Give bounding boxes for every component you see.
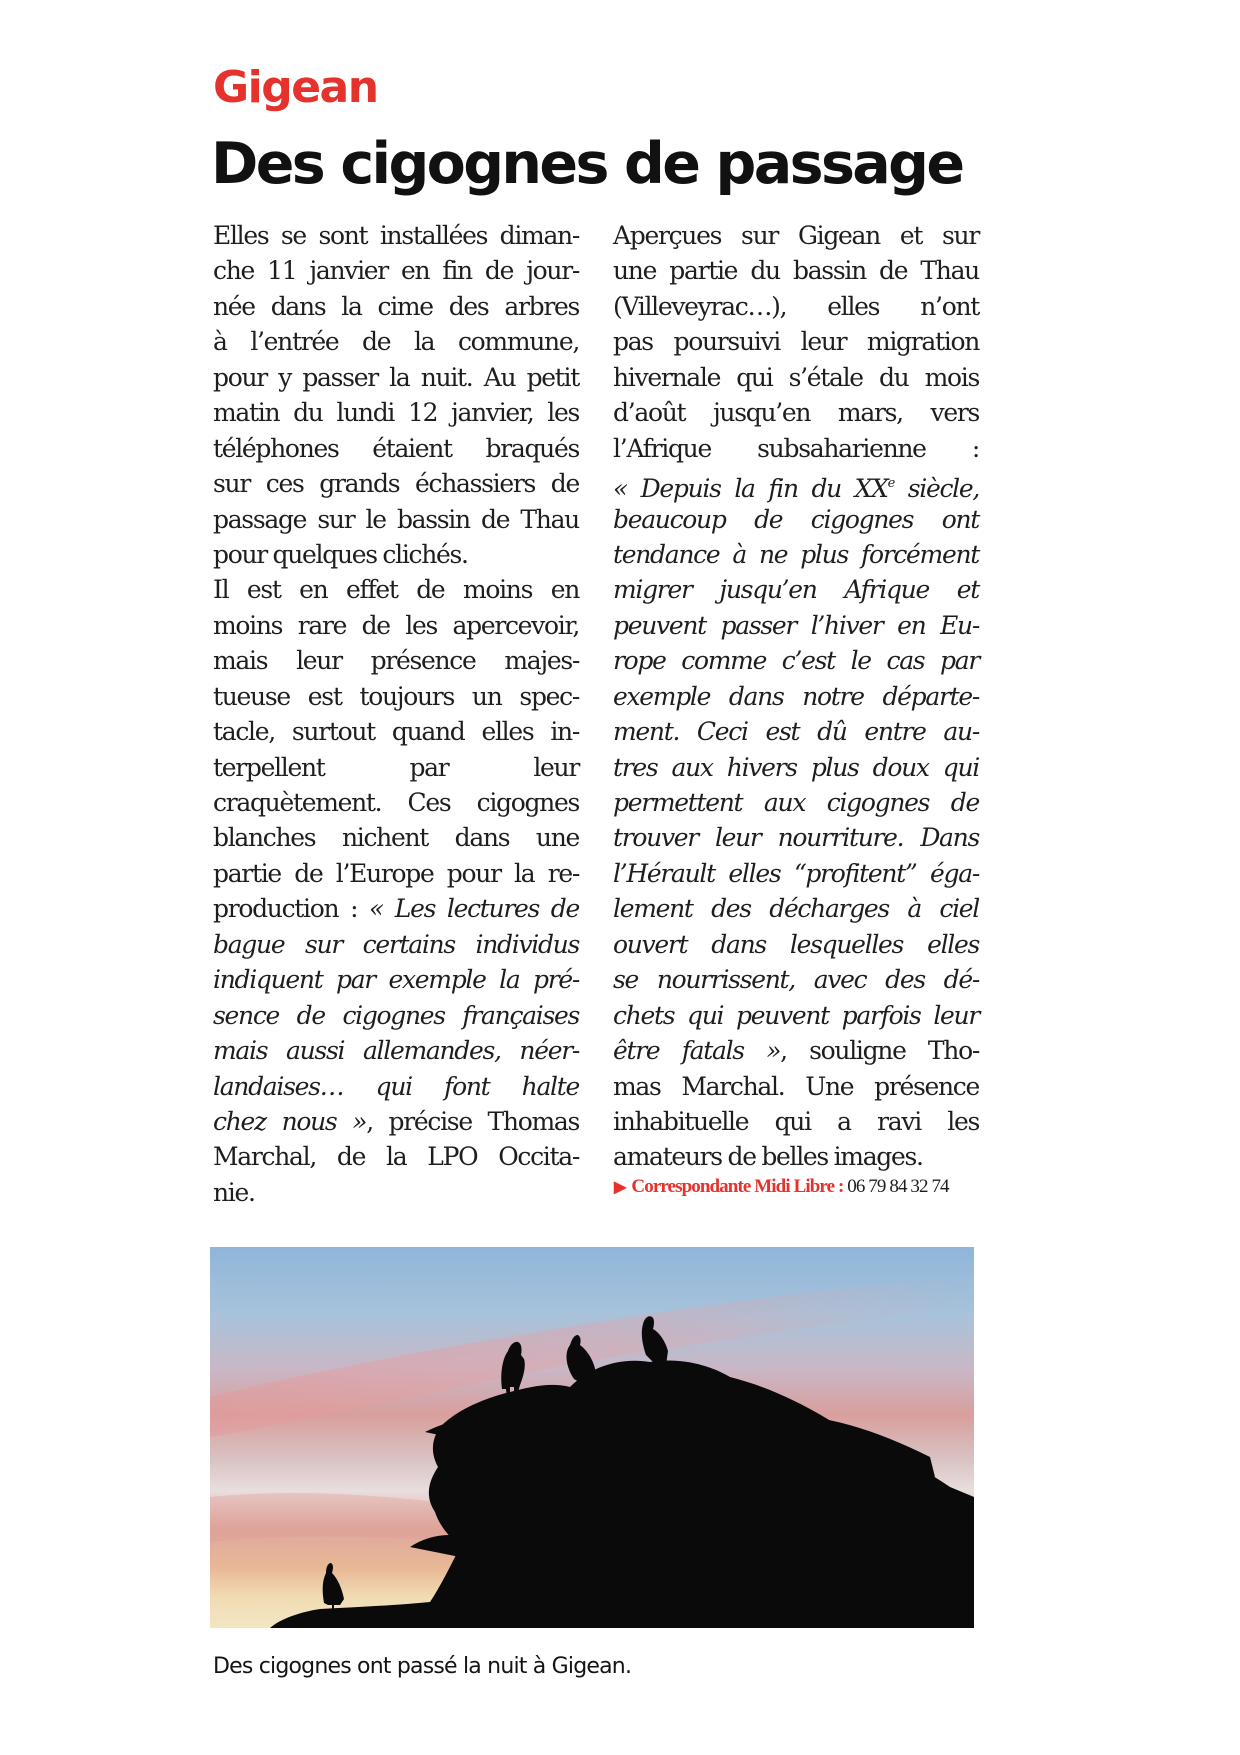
text-line: Elles se sont installées diman- — [213, 221, 579, 250]
quote-run: « Les lectures de — [369, 894, 579, 924]
article-column-right — [613, 218, 979, 1175]
text-line: beaucoup de cigognes ont — [613, 504, 979, 534]
text-line: landaises… qui font halte — [213, 1071, 579, 1101]
text-line: Aperçues sur Gigean et sur — [613, 221, 979, 250]
text-line: tueuse est toujours un spec- — [213, 681, 579, 711]
text-line: téléphones étaient braqués — [213, 433, 579, 463]
text-run: production : — [213, 894, 369, 924]
text-line: mais aussi allemandes, néer- — [213, 1036, 579, 1066]
text-line: sence de cigognes françaises — [213, 1000, 579, 1030]
text-line: pour quelques clichés. — [213, 539, 468, 569]
text-line — [613, 466, 980, 504]
text-line: ouvert dans lesquelles elles — [613, 929, 979, 959]
text-line: rope comme c’est le cas par — [613, 646, 979, 676]
text-line: hivernale qui s’étale du mois — [613, 362, 979, 392]
article-headline: Des cigognes de passage — [211, 131, 963, 197]
text-run: , précise Thomas — [366, 1106, 579, 1136]
byline-label: Correspondante Midi Libre : — [631, 1176, 844, 1197]
text-line — [613, 1033, 979, 1068]
quote-run: être fatals » — [613, 1036, 781, 1066]
text-line: exemple dans notre départe- — [613, 681, 979, 711]
superscript: e — [887, 476, 895, 492]
text-line: une partie du bassin de Thau — [613, 256, 979, 286]
text-line: terpellent par leur — [213, 752, 579, 782]
text-line: che 11 janvier en fin de jour- — [213, 256, 579, 286]
text-line — [213, 1104, 579, 1139]
text-run: « Depuis la fin du XX — [613, 474, 888, 504]
byline-phone: 06 79 84 32 74 — [843, 1176, 949, 1197]
text-line: l’Afrique subsaharienne : — [613, 433, 979, 463]
quote-run: chez nous » — [213, 1106, 367, 1136]
text-line: se nourrissent, avec des dé- — [613, 965, 979, 995]
text-line: (Villeveyrac…), elles n’ont — [613, 291, 979, 321]
text-line: Il est en effet de moins en — [213, 575, 579, 605]
article-kicker: Gigean — [213, 62, 378, 113]
text-line: sur ces grands échassiers de — [213, 469, 579, 499]
triangle-right-icon: ▶ — [614, 1179, 626, 1196]
text-line: migrer jusqu’en Afrique et — [613, 575, 979, 605]
text-line: trouver leur nourriture. Dans — [613, 823, 979, 853]
text-line: tendance à ne plus forcément — [613, 539, 979, 569]
text-line: mas Marchal. Une présence — [613, 1071, 979, 1101]
article-photo — [210, 1247, 974, 1628]
text-line: blanches nichent dans une — [213, 823, 579, 853]
text-line — [213, 891, 579, 926]
text-line: d’août jusqu’en mars, vers — [613, 398, 979, 428]
text-line: bague sur certains individus — [213, 929, 579, 959]
article-column-left — [213, 218, 579, 1210]
text-line: permettent aux cigognes de — [613, 788, 979, 817]
text-line: peuvent passer l’hiver en Eu- — [613, 610, 979, 640]
text-line: indiquent par exemple la pré- — [213, 965, 579, 995]
text-line: Marchal, de la LPO Occita- — [213, 1142, 579, 1172]
text-line: craquètement. Ces cigognes — [213, 788, 579, 817]
text-line: matin du lundi 12 janvier, les — [213, 398, 579, 428]
text-line: ment. Ceci est dû entre au- — [613, 717, 979, 747]
storks-tree-silhouette — [210, 1247, 974, 1628]
text-run: siècle, — [894, 474, 980, 504]
text-line: l’Hérault elles “profitent” éga- — [613, 858, 979, 888]
text-line: pas poursuivi leur migration — [613, 327, 979, 357]
text-run: , souligne Tho- — [780, 1036, 979, 1066]
text-line: nie. — [213, 1177, 255, 1207]
text-line: née dans la cime des arbres — [213, 291, 579, 321]
text-line: lement des décharges à ciel — [613, 894, 979, 924]
text-line: partie de l’Europe pour la re- — [213, 858, 579, 888]
text-line: passage sur le bassin de Thau — [213, 504, 579, 534]
correspondent-byline — [614, 1173, 949, 1201]
text-line: tacle, surtout quand elles in- — [213, 717, 579, 747]
text-line: à l’entrée de la commune, — [213, 327, 579, 357]
photo-caption: Des cigognes ont passé la nuit à Gigean. — [213, 1654, 632, 1679]
text-line: tres aux hivers plus doux qui — [613, 752, 979, 782]
text-line: pour y passer la nuit. Au petit — [213, 362, 579, 392]
text-line: inhabituelle qui a ravi les — [613, 1106, 979, 1136]
text-line: mais leur présence majes- — [213, 646, 579, 676]
text-line: amateurs de belles images. — [613, 1142, 923, 1172]
text-line: chets qui peuvent parfois leur — [613, 1000, 979, 1030]
text-line: moins rare de les apercevoir, — [213, 610, 579, 640]
